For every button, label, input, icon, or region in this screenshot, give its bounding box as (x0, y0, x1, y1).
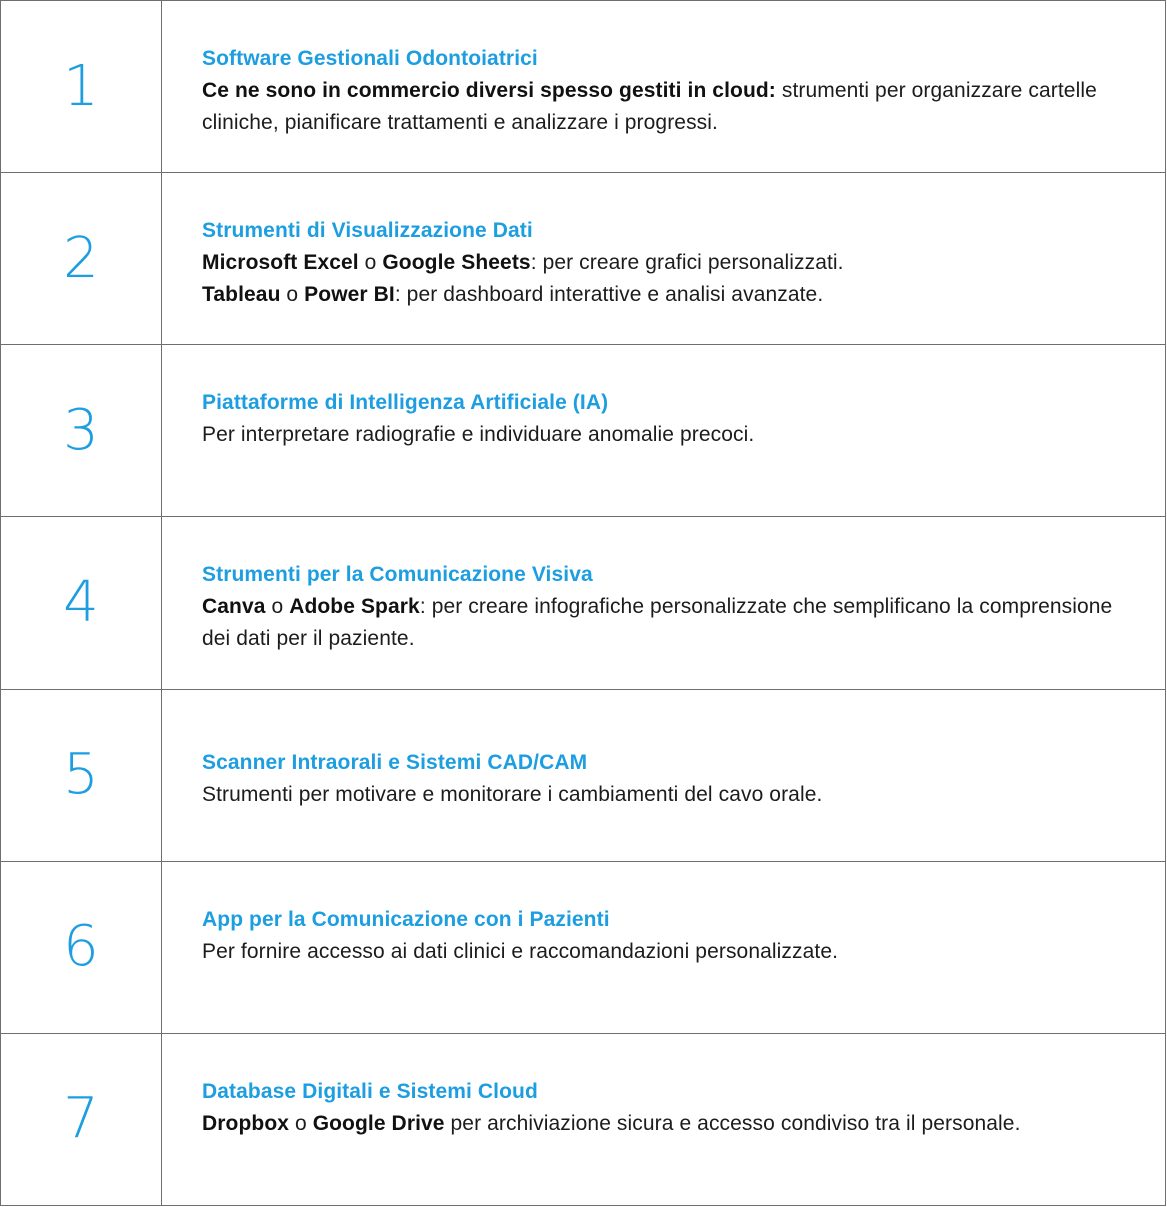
row-title: Strumenti di Visualizzazione Dati (202, 219, 533, 243)
bold-text: Microsoft Excel (202, 251, 359, 275)
row-description (202, 779, 1135, 811)
plain-text: o (280, 283, 305, 307)
bold-text: Power BI (304, 283, 395, 307)
row-number-cell (1, 173, 162, 345)
plain-text: Strumenti per motivare e monitorare i cambiamenti del cavo orale. (202, 782, 823, 806)
row-title: Scanner Intraorali e Sistemi CAD/CAM (202, 750, 588, 774)
row-title: Software Gestionali Odontoiatrici (202, 47, 538, 70)
description-line (202, 247, 1135, 279)
row-number: 6 (63, 914, 99, 980)
bold-text: Dropbox (202, 1111, 290, 1135)
row-content-cell (162, 861, 1166, 1033)
plain-text: o (265, 595, 290, 619)
row-number: 3 (63, 397, 99, 463)
table-row (1, 689, 1166, 861)
row-description (202, 75, 1135, 139)
row-title: Piattaforme di Intelligenza Artificiale (IA) (202, 391, 609, 415)
row-number: 7 (63, 1086, 99, 1152)
plain-text: : per dashboard interattive e analisi avanzate. (394, 283, 824, 307)
row-title: App per la Comunicazione con i Pazienti (202, 907, 610, 931)
row-content-cell (162, 345, 1166, 517)
row-number: 4 (63, 569, 99, 635)
bold-text: Tableau (202, 283, 281, 307)
row-number: 5 (63, 742, 99, 808)
bold-text: Google Sheets (382, 251, 531, 275)
row-number-cell (1, 861, 162, 1033)
row-description (202, 1108, 1135, 1140)
table-row (1, 173, 1166, 345)
table-row (1, 517, 1166, 689)
row-number: 2 (63, 225, 99, 291)
row-title: Strumenti per la Comunicazione Visiva (202, 563, 593, 587)
row-description (202, 419, 1135, 451)
row-content-cell (162, 173, 1166, 345)
row-number-cell (1, 1033, 162, 1205)
row-description (202, 936, 1135, 968)
plain-text: : per creare infografiche personalizzate che semplificano la comprensione dei dati per il paziente. (202, 595, 1113, 651)
table-row (1, 861, 1166, 1033)
row-description (202, 247, 1135, 311)
bold-text: Ce ne sono in commercio diversi spesso gestiti in cloud: (202, 79, 776, 102)
description-line (202, 279, 1135, 311)
row-number-cell (1, 345, 162, 517)
row-content-cell (162, 1, 1166, 173)
row-number-cell (1, 1, 162, 173)
plain-text: : per creare grafici personalizzati. (530, 251, 844, 275)
table-row (1, 345, 1166, 517)
row-content-cell (162, 1033, 1166, 1205)
row-content-cell (162, 689, 1166, 861)
row-number-cell (1, 517, 162, 689)
table-row (1, 1, 1166, 173)
plain-text: strumenti per organizzare cartelle cliniche, pianificare trattamenti e analizzare i progressi. (202, 79, 1097, 134)
plain-text: o (358, 251, 383, 275)
row-number-cell (1, 689, 162, 861)
row-description (202, 591, 1135, 655)
plain-text: per archiviazione sicura e accesso condiviso tra il personale. (444, 1111, 1021, 1135)
bold-text: Canva (202, 595, 266, 619)
table-row (1, 1033, 1166, 1205)
row-number: 1 (63, 53, 99, 119)
row-title: Database Digitali e Sistemi Cloud (202, 1079, 538, 1103)
plain-text: Per fornire accesso ai dati clinici e raccomandazioni personalizzate. (202, 939, 839, 963)
plain-text: Per interpretare radiografie e individuare anomalie precoci. (202, 423, 755, 447)
bold-text: Google Drive (312, 1111, 445, 1135)
plain-text: o (289, 1111, 313, 1135)
row-content-cell (162, 517, 1166, 689)
bold-text: Adobe Spark (289, 595, 420, 619)
